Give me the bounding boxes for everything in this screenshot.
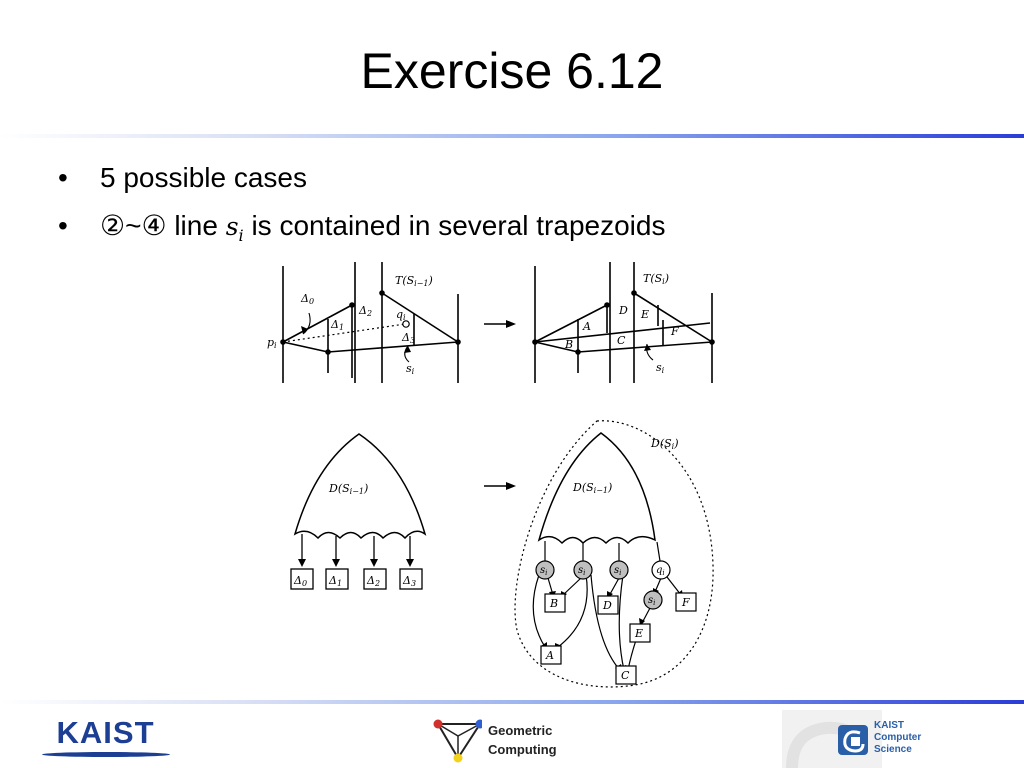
cs-emblem-icon [836,723,870,757]
leaf-e: E [635,627,644,640]
node-s-2: $s_i$ [578,565,586,577]
leaf-d: D [603,599,612,612]
leaf-delta-0: Δ0 [294,574,308,588]
leaf-a: A [546,649,554,662]
node-s-4: $s_i$ [648,595,656,607]
node-q: $q_i$ [656,565,665,577]
delta-1-label: Δ1 [331,318,345,332]
s-label: si [406,362,415,376]
outer-structure-label: D(Si) [651,437,679,451]
kaist-wordmark: KAIST [56,715,155,750]
cs-label-line3: Science [874,744,912,755]
map-title-after: T(Si) [643,272,670,286]
bullet-item-2 [58,208,665,256]
arrow-icon [484,318,516,330]
kaist-cs-logo [782,710,1024,768]
s-label: si [656,361,665,375]
cs-label-line1: KAIST [874,720,904,731]
delta-0-label: Δ0 [301,292,315,306]
leaf-delta-2: Δ2 [367,574,381,588]
kaist-swoosh [42,752,170,757]
delta-2-label: Δ2 [359,304,373,318]
bullet-list [58,160,665,256]
leaf-delta-3: Δ3 [403,574,417,588]
footer-divider [0,700,1024,704]
bullet-marker: • [58,210,68,241]
bullet-text-suffix: is contained in several trapezoids [243,210,666,241]
geometric-computing-logo [430,716,570,764]
node-s-3: $s_i$ [614,565,622,577]
leaf-f: F [682,596,690,609]
leaf-c: C [621,669,630,682]
kaist-logo [38,716,173,762]
leaf-b: B [550,597,559,610]
trapezoid-map-after [525,258,725,388]
triangle-logo-icon [430,716,482,764]
bullet-marker: • [58,162,68,193]
leaf-delta-1: Δ1 [329,574,343,588]
region-f-label: F [671,325,679,338]
computing-label: Computing [488,742,557,757]
search-structure-before [285,430,435,595]
cs-label-line2: Computer [874,732,922,743]
region-c-label: C [617,334,626,347]
map-title-before: T(Si−1) [395,274,433,288]
dag-root-label: D(Si−1) [573,481,613,495]
search-structure-after [505,415,720,695]
slide-title: Exercise 6.12 [360,43,664,99]
math-variable: $s_i$ [225,212,244,245]
delta-3-label: Δ3 [402,331,416,345]
region-b-label: B [565,338,574,351]
region-d-label: D [619,304,628,317]
node-s-1: $s_i$ [540,565,548,577]
p-label: pi [267,336,277,350]
geometric-label: Geometric [488,723,553,738]
dag-root-label: D(Si−1) [329,482,369,496]
bullet-text: 5 possible cases [100,162,308,193]
bullet-item-1 [58,160,665,208]
q-label: qi [396,308,406,322]
bullet-text-prefix: ②~④ line [100,210,226,241]
trapezoid-map-before [265,258,470,388]
region-a-label: A [583,320,591,333]
region-e-label: E [641,308,650,321]
title-divider [0,134,1024,138]
